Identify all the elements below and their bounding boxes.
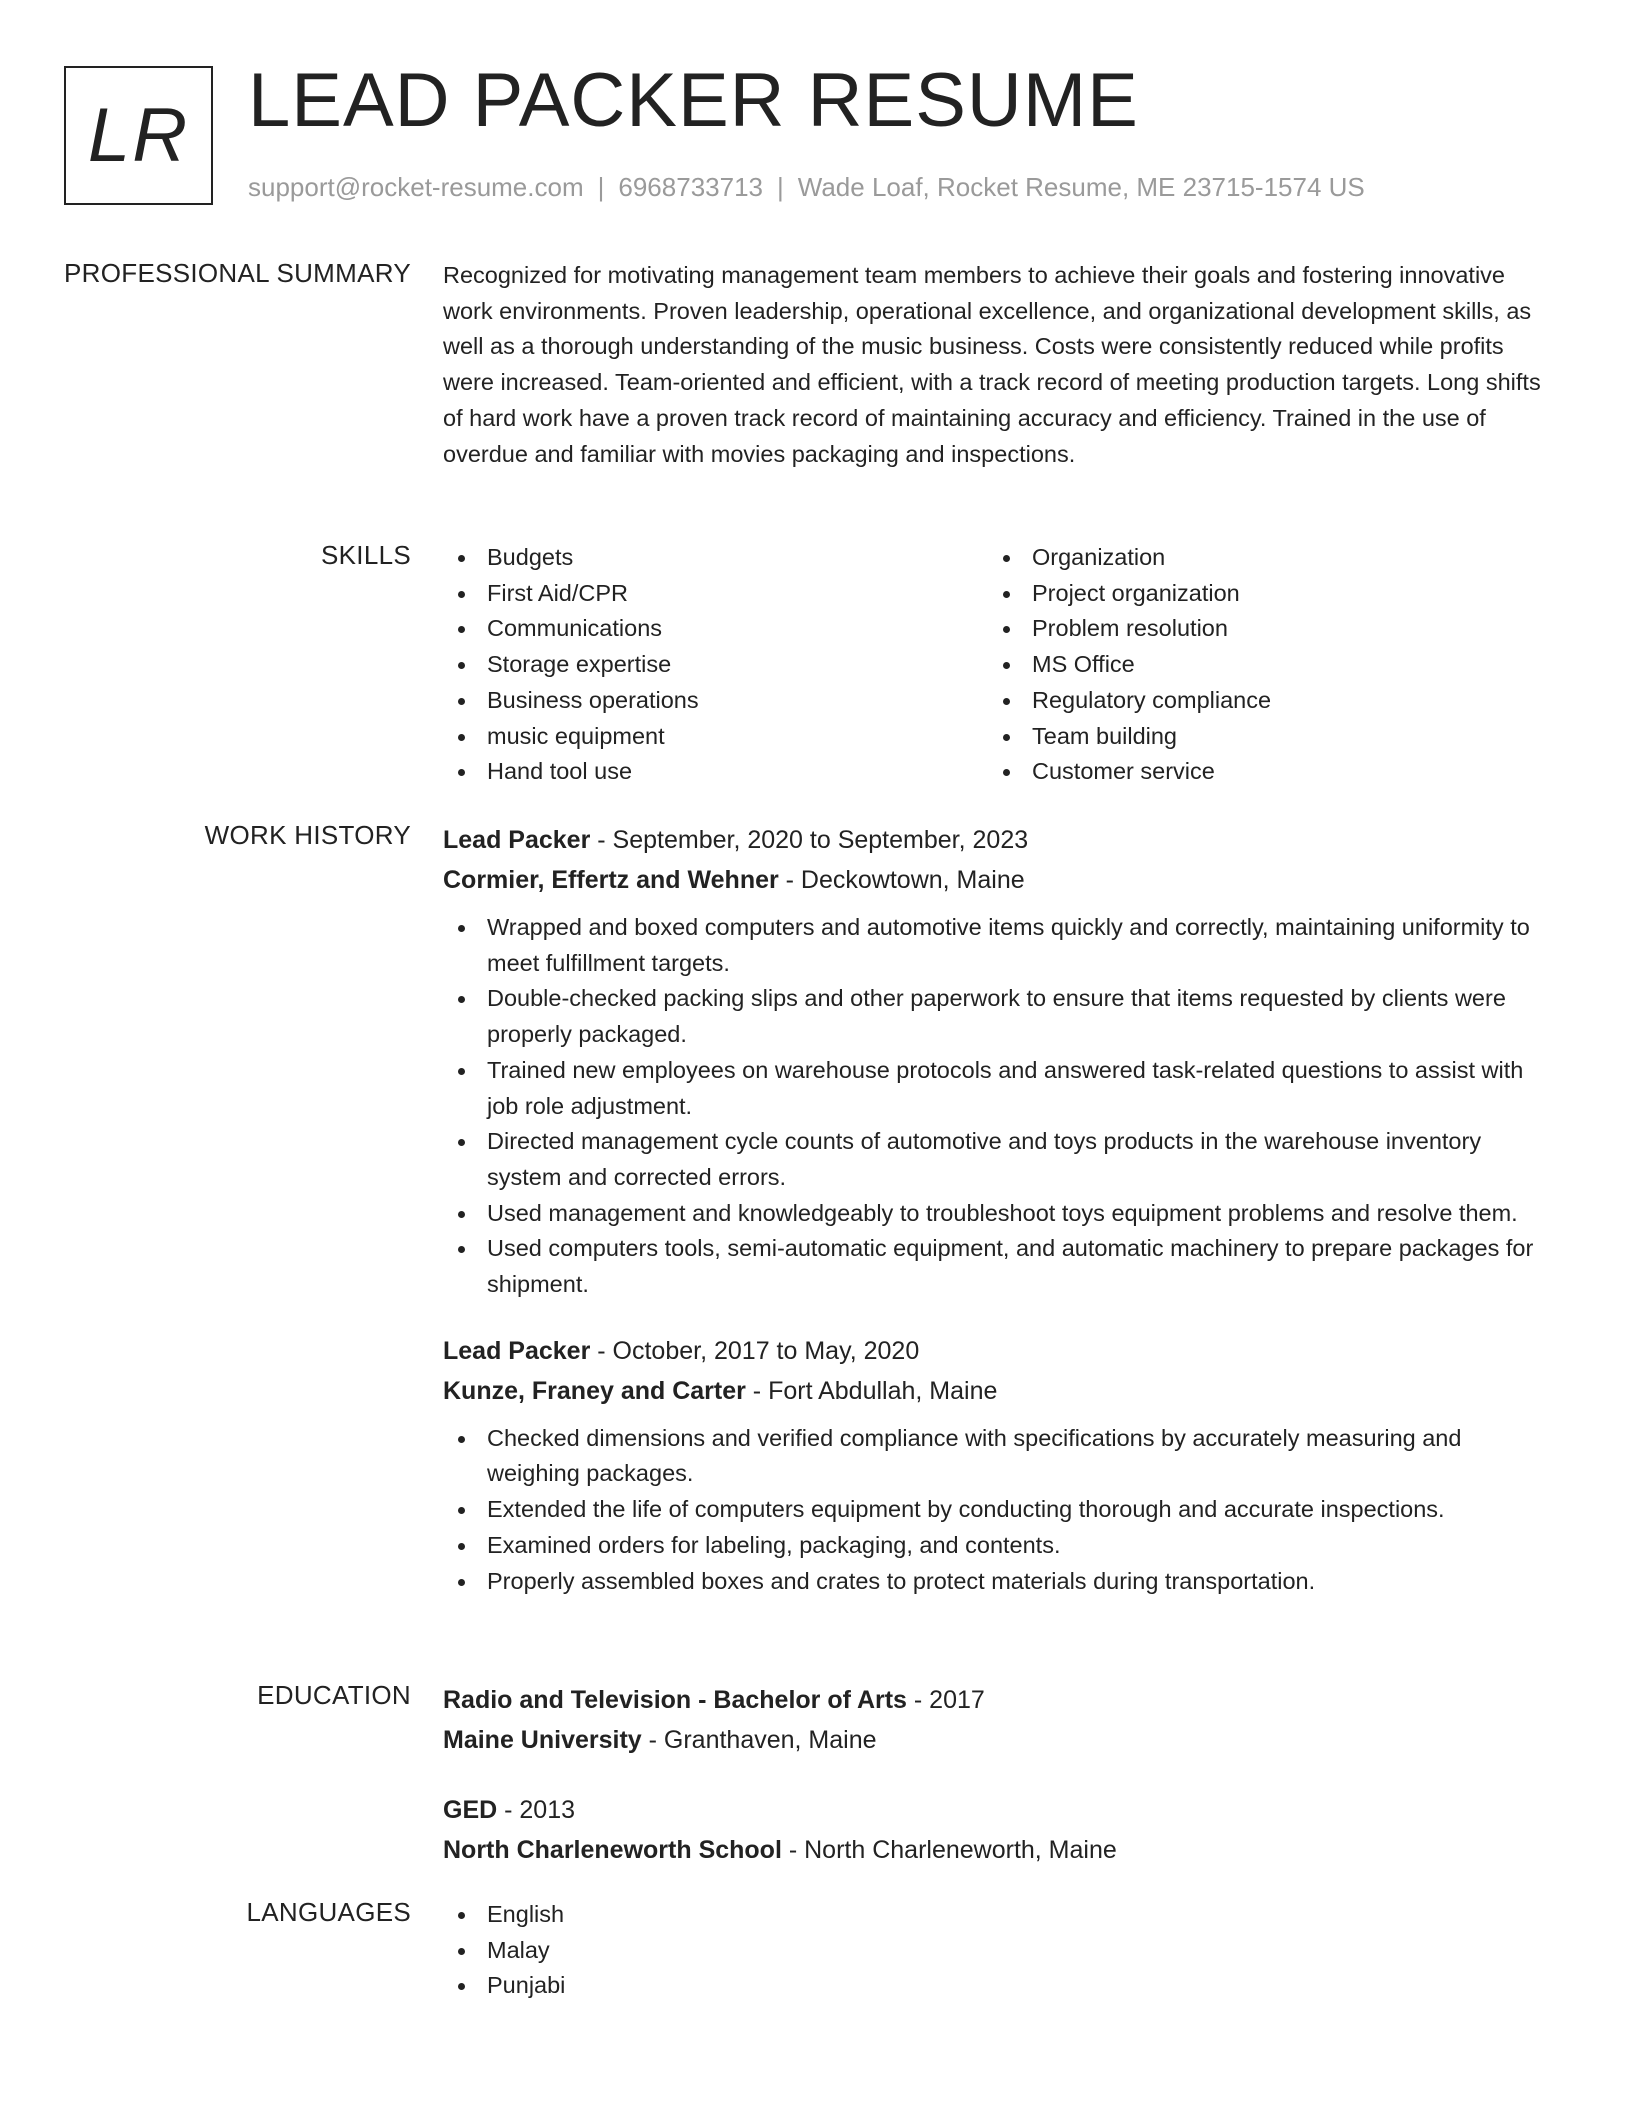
list-item: Organization xyxy=(988,540,1533,576)
list-item: Double-checked packing slips and other paperwork to ensure that items requested by clients were properly packaged. xyxy=(443,981,1553,1052)
job-company: Cormier, Effertz and Wehner xyxy=(443,866,779,894)
school-location: - Granthaven, Maine xyxy=(641,1726,877,1754)
list-item: Used management and knowledgeably to troubleshoot toys equipment problems and resolve them. xyxy=(443,1196,1553,1232)
school-line xyxy=(443,1720,1553,1760)
languages-list xyxy=(443,1897,1553,2004)
job-title: Lead Packer xyxy=(443,826,591,854)
list-item: Malay xyxy=(443,1933,1553,1969)
page-title: LEAD PACKER RESUME xyxy=(248,58,1139,143)
list-item: Trained new employees on warehouse protocols and answered task-related questions to assist with job role adjustment. xyxy=(443,1053,1553,1124)
list-item: Business operations xyxy=(443,683,988,719)
separator: | xyxy=(597,172,605,202)
degree-year: - 2017 xyxy=(906,1686,985,1714)
list-item: Team building xyxy=(988,719,1533,755)
address: Wade Loaf, Rocket Resume, ME 23715-1574 US xyxy=(797,172,1365,202)
list-item: Problem resolution xyxy=(988,611,1533,647)
job-location: - Fort Abdullah, Maine xyxy=(745,1376,998,1405)
list-item: Extended the life of computers equipment by conducting thorough and accurate inspections. xyxy=(443,1492,1553,1528)
section-label-summary: PROFESSIONAL SUMMARY xyxy=(64,258,411,288)
list-item: MS Office xyxy=(988,647,1533,683)
degree: Radio and Television - Bachelor of Arts xyxy=(443,1686,907,1714)
contact-line xyxy=(248,172,1365,203)
list-item: Directed management cycle counts of automotive and toys products in the warehouse inventory system and corrected errors. xyxy=(443,1124,1553,1195)
school: Maine University xyxy=(443,1726,642,1754)
job-company-line xyxy=(443,860,1553,900)
list-item: Checked dimensions and verified compliance with specifications by accurately measuring and weighing packages. xyxy=(443,1421,1553,1492)
skills-list-right xyxy=(988,540,1533,790)
list-item: English xyxy=(443,1897,1553,1933)
list-item: Properly assembled boxes and crates to protect materials during transportation. xyxy=(443,1564,1553,1600)
list-item: Communications xyxy=(443,611,988,647)
job-bullets xyxy=(443,1421,1553,1600)
job-title-line xyxy=(443,1331,1553,1371)
summary-text: Recognized for motivating management team members to achieve their goals and fostering innovative work environments. Proven leadership, operational excellence, and organizational development skills, as well as a thorough understanding of the music business. Costs were consistently reduced while profits were increased. Team-oriented and efficient, with a track record of meeting production targets. Long shifts of hard work have a proven track record of maintaining accuracy and efficiency. Trained in the use of overdue and familiar with movies packaging and inspections. xyxy=(443,262,1541,467)
job-company: Kunze, Franey and Carter xyxy=(443,1376,746,1405)
list-item: music equipment xyxy=(443,719,988,755)
skills-list-left xyxy=(443,540,988,790)
school: North Charleneworth School xyxy=(443,1836,782,1864)
list-item: Wrapped and boxed computers and automotive items quickly and correctly, maintaining uniformity to meet fulfillment targets. xyxy=(443,910,1553,981)
list-item: Storage expertise xyxy=(443,647,988,683)
separator: | xyxy=(777,172,784,202)
degree-line xyxy=(443,1680,1553,1720)
list-item: Used computers tools, semi-automatic equipment, and automatic machinery to prepare packages for shipment. xyxy=(443,1231,1553,1302)
list-item: First Aid/CPR xyxy=(443,576,988,612)
job-location: - Deckowtown, Maine xyxy=(778,866,1025,894)
list-item: Examined orders for labeling, packaging, and contents. xyxy=(443,1528,1553,1564)
job-dates: - October, 2017 to May, 2020 xyxy=(590,1336,920,1365)
job-title-line xyxy=(443,820,1553,860)
section-label-work: WORK HISTORY xyxy=(204,820,411,850)
job-company-line xyxy=(443,1371,1553,1411)
education-entry xyxy=(443,1680,1553,1760)
list-item: Budgets xyxy=(443,540,988,576)
list-item: Punjabi xyxy=(443,1968,1553,2004)
section-label-education: EDUCATION xyxy=(257,1680,411,1710)
school-location: - North Charleneworth, Maine xyxy=(781,1836,1117,1864)
job-entry xyxy=(443,820,1553,1303)
section-label-languages: LANGUAGES xyxy=(246,1897,411,1927)
phone: 6968733713 xyxy=(618,172,763,202)
degree-line xyxy=(443,1790,1553,1830)
degree-year: - 2013 xyxy=(497,1796,576,1824)
job-bullets xyxy=(443,910,1553,1303)
email-link[interactable]: support@rocket-resume.com xyxy=(248,172,584,202)
section-label-skills: SKILLS xyxy=(321,540,411,570)
list-item: Regulatory compliance xyxy=(988,683,1533,719)
job-entry xyxy=(443,1331,1553,1600)
job-dates: - September, 2020 to September, 2023 xyxy=(590,826,1029,854)
list-item: Hand tool use xyxy=(443,754,988,790)
education-entry xyxy=(443,1790,1553,1870)
degree: GED xyxy=(443,1796,498,1824)
job-title: Lead Packer xyxy=(443,1336,591,1365)
monogram: LR xyxy=(64,66,213,205)
list-item: Project organization xyxy=(988,576,1533,612)
school-line xyxy=(443,1830,1553,1870)
list-item: Customer service xyxy=(988,754,1533,790)
